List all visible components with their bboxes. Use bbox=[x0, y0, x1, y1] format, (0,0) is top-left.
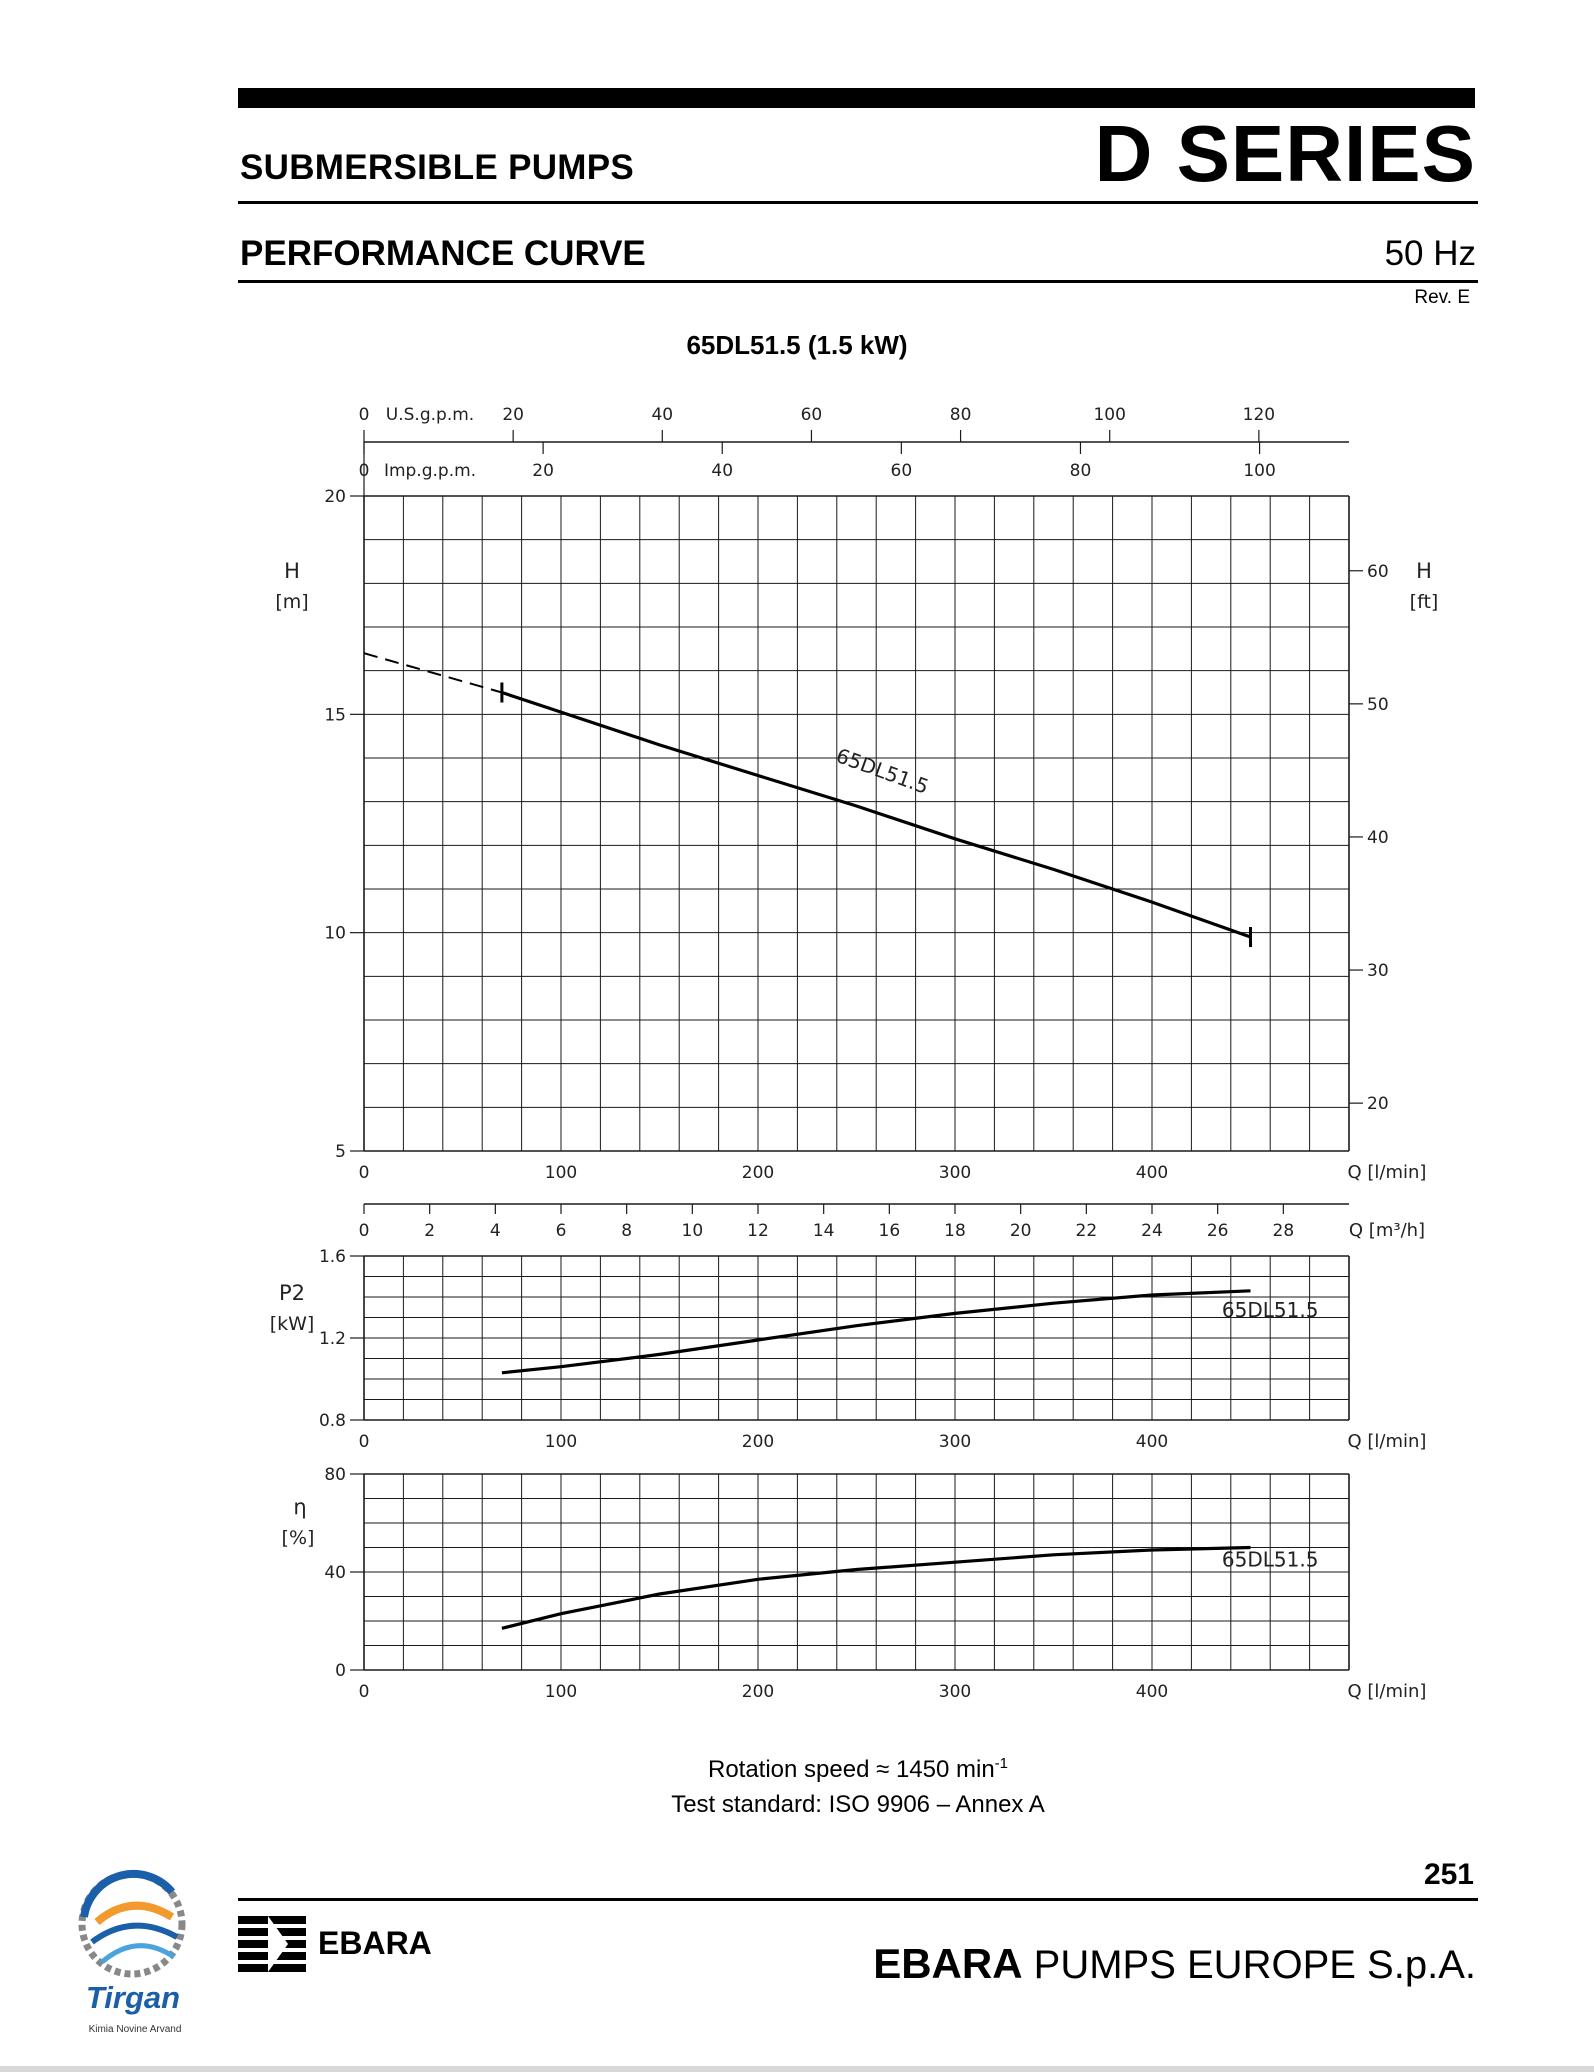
ebara-logo bbox=[238, 1914, 438, 1974]
m3h-tick-label: 8 bbox=[621, 1221, 633, 1241]
x-tick-label: 200 bbox=[741, 1432, 775, 1452]
chart-title: 65DL51.5 (1.5 kW) bbox=[686, 330, 908, 360]
x-tick-label: 100 bbox=[544, 1682, 578, 1702]
x-tick-label: 400 bbox=[1135, 1163, 1169, 1183]
x-tick-label: 300 bbox=[938, 1432, 972, 1452]
y-right-axis-label: H bbox=[1416, 559, 1432, 583]
m3h-tick-label: 14 bbox=[812, 1221, 835, 1241]
x-tick-label: 0 bbox=[358, 1432, 370, 1452]
x-tick-label: 0 bbox=[358, 1682, 370, 1702]
y-right-axis-unit: [ft] bbox=[1409, 591, 1439, 613]
impgpm-tick-label: 20 bbox=[532, 461, 554, 481]
m3h-tick-label: 6 bbox=[555, 1221, 567, 1241]
ebara-logo-text: EBARA bbox=[318, 1925, 432, 1961]
x-tick-label: 400 bbox=[1135, 1432, 1169, 1452]
m3h-tick-label: 12 bbox=[747, 1221, 769, 1241]
tirgan-name: Tirgan bbox=[85, 1980, 181, 2015]
category-title: SUBMERSIBLE PUMPS bbox=[240, 148, 635, 187]
series-label: 65DL51.5 bbox=[1221, 1547, 1319, 1572]
x-tick-label: 0 bbox=[358, 1163, 370, 1183]
frequency-label: 50 Hz bbox=[1384, 234, 1476, 273]
impgpm-tick-label: 80 bbox=[1069, 461, 1092, 481]
series-label: 65DL51.5 bbox=[833, 743, 932, 799]
m3h-tick-label: 28 bbox=[1272, 1221, 1295, 1241]
usgpm-tick-label: 60 bbox=[800, 405, 823, 425]
m3h-axis-label: Q [m³/h] bbox=[1348, 1220, 1426, 1241]
m3h-tick-label: 18 bbox=[944, 1221, 966, 1241]
y-tick-label: 0 bbox=[335, 1661, 346, 1681]
x-tick-label: 400 bbox=[1135, 1682, 1169, 1702]
m3h-tick-label: 0 bbox=[358, 1221, 370, 1241]
test-standard: Test standard: ISO 9906 – Annex A bbox=[671, 1791, 1045, 1818]
usgpm-tick-label: 120 bbox=[1242, 405, 1276, 425]
x-axis-label: Q [l/min] bbox=[1347, 1431, 1427, 1452]
impgpm-axis-label: Imp.g.p.m. bbox=[383, 461, 477, 481]
y-right-tick-label: 60 bbox=[1367, 561, 1389, 582]
y-tick-label: 20 bbox=[324, 487, 346, 507]
y-axis-unit: [m] bbox=[275, 591, 309, 613]
y-right-tick-label: 40 bbox=[1367, 827, 1389, 848]
usgpm-tick-label: 40 bbox=[651, 405, 674, 425]
m3h-tick-label: 2 bbox=[424, 1221, 436, 1241]
impgpm-tick-label: 40 bbox=[711, 461, 734, 481]
m3h-tick-label: 20 bbox=[1009, 1221, 1032, 1241]
y-axis-label: η bbox=[293, 1495, 307, 1519]
y-right-tick-label: 20 bbox=[1367, 1094, 1389, 1115]
usgpm-axis-label: U.S.g.p.m. bbox=[385, 405, 475, 425]
x-axis-label: Q [l/min] bbox=[1347, 1681, 1427, 1702]
m3h-tick-label: 24 bbox=[1141, 1221, 1163, 1241]
revision-label: Rev. E bbox=[1414, 287, 1470, 308]
y-axis-unit: [%] bbox=[281, 1527, 315, 1549]
page-number: 251 bbox=[1423, 1858, 1474, 1891]
y-tick-label: 1.2 bbox=[318, 1329, 346, 1349]
rotation-speed: Rotation speed ≈ 1450 $\min^{-1}$ bbox=[707, 1755, 1009, 1783]
x-axis-label: Q [l/min] bbox=[1347, 1162, 1427, 1183]
y-tick-label: 15 bbox=[324, 705, 346, 726]
x-tick-label: 100 bbox=[544, 1432, 578, 1452]
m3h-tick-label: 22 bbox=[1075, 1221, 1098, 1241]
impgpm-tick-label: 100 bbox=[1243, 461, 1276, 481]
impgpm-tick-label: 0 bbox=[358, 461, 370, 481]
section-title: PERFORMANCE CURVE bbox=[240, 234, 646, 273]
extrapolated-line bbox=[364, 653, 502, 692]
x-tick-label: 100 bbox=[544, 1163, 578, 1183]
x-tick-label: 200 bbox=[741, 1682, 775, 1702]
series-label: 65DL51.5 bbox=[1221, 1298, 1319, 1323]
usgpm-tick-label: 20 bbox=[502, 405, 524, 425]
y-axis-label: H bbox=[284, 559, 300, 583]
x-tick-label: 200 bbox=[741, 1163, 775, 1183]
impgpm-tick-label: 60 bbox=[890, 461, 913, 481]
x-tick-label: 300 bbox=[938, 1682, 972, 1702]
y-right-tick-label: 30 bbox=[1367, 961, 1389, 982]
tirgan-subtitle: Kimia Novine Arvand bbox=[88, 2024, 182, 2035]
m3h-tick-label: 26 bbox=[1206, 1221, 1229, 1241]
y-tick-label: 5 bbox=[335, 1142, 346, 1162]
page-bottom-edge bbox=[0, 2066, 1594, 2072]
x-tick-label: 300 bbox=[938, 1163, 972, 1183]
y-tick-label: 10 bbox=[324, 923, 346, 944]
company-name: EBARA PUMPS EUROPE S.p.A. bbox=[873, 1940, 1476, 1987]
y-axis-label: P2 bbox=[278, 1281, 306, 1305]
y-tick-label: 40 bbox=[324, 1563, 346, 1583]
usgpm-tick-label: 100 bbox=[1093, 405, 1126, 425]
footer-rule bbox=[238, 1898, 1478, 1901]
m3h-tick-label: 16 bbox=[878, 1221, 901, 1241]
y-tick-label: 80 bbox=[324, 1465, 346, 1485]
usgpm-tick-label: 0 bbox=[358, 405, 370, 425]
usgpm-tick-label: 80 bbox=[949, 405, 972, 425]
m3h-tick-label: 10 bbox=[681, 1221, 704, 1241]
y-tick-label: 0.8 bbox=[318, 1411, 346, 1431]
y-tick-label: 1.6 bbox=[318, 1247, 346, 1267]
m3h-tick-label: 4 bbox=[489, 1221, 501, 1241]
series-title: D SERIES bbox=[1094, 109, 1476, 198]
y-right-tick-label: 50 bbox=[1367, 694, 1389, 715]
y-axis-unit: [kW] bbox=[269, 1313, 315, 1335]
